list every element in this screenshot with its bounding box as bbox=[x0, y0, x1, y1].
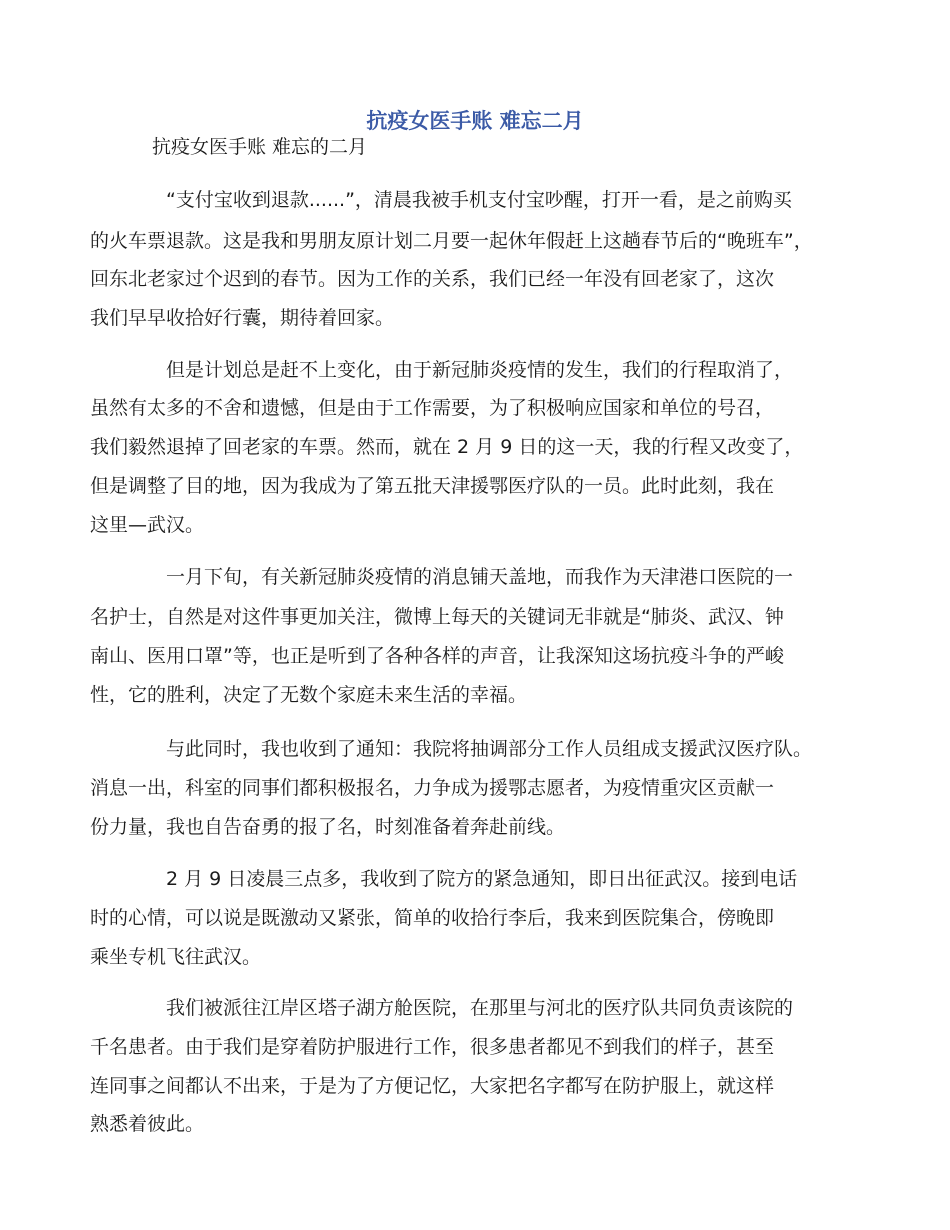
paragraph-6-line-2: 千名患者。由于我们是穿着防护服进行工作，很多患者都见不到我们的样子，甚至 bbox=[90, 1036, 775, 1058]
paragraph-2-line-3: 我们毅然退掉了回老家的车票。然而，就在 2 月 9 日的这一天，我的行程又改变了， bbox=[90, 436, 804, 458]
paragraph-2-line-2: 虽然有太多的不舍和遗憾，但是由于工作需要，为了积极响应国家和单位的号召， bbox=[90, 397, 775, 419]
paragraph-6-line-3: 连同事之间都认不出来，于是为了方便记忆，大家把名字都写在防护服上，就这样 bbox=[90, 1075, 775, 1097]
document-title: 抗疫女医手账 难忘二月 bbox=[366, 109, 584, 133]
paragraph-2-line-1: 但是计划总是赶不上变化，由于新冠肺炎疫情的发生，我们的行程取消了， bbox=[166, 359, 794, 381]
paragraph-4-line-2: 消息一出，科室的同事们都积极报名，力争成为援鄂志愿者，为疫情重灾区贡献一 bbox=[90, 777, 775, 799]
paragraph-1-line-4: 我们早早收拾好行囊，期待着回家。 bbox=[90, 307, 395, 329]
document-subtitle: 抗疫女医手账 难忘的二月 bbox=[152, 136, 368, 158]
paragraph-5-line-2: 时的心情，可以说是既激动又紧张，简单的收拾行李后，我来到医院集合，傍晚即 bbox=[90, 907, 775, 929]
paragraph-6-line-1: 我们被派往江岸区塔子湖方舱医院，在那里与河北的医疗队共同负责该院的 bbox=[166, 997, 794, 1019]
paragraph-6-line-4: 熟悉着彼此。 bbox=[90, 1113, 205, 1135]
paragraph-5-line-3: 乘坐专机飞往武汉。 bbox=[90, 946, 262, 968]
paragraph-4-line-1: 与此同时，我也收到了通知：我院将抽调部分工作人员组成支援武汉医疗队。 bbox=[166, 738, 813, 760]
paragraph-2-line-4: 但是调整了目的地，因为我成为了第五批天津援鄂医疗队的一员。此时此刻，我在 bbox=[90, 475, 775, 497]
paragraph-2-line-5: 这里—武汉。 bbox=[90, 514, 205, 536]
paragraph-3-line-2: 名护士，自然是对这件事更加关注，微博上每天的关键词无非就是“肺炎、武汉、钟 bbox=[90, 606, 784, 628]
paragraph-5-line-1: 2 月 9 日凌晨三点多，我收到了院方的紧急通知，即日出征武汉。接到电话 bbox=[166, 868, 798, 890]
paragraph-3-line-3: 南山、医用口罩”等，也正是听到了各种各样的声音，让我深知这场抗疫斗争的严峻 bbox=[90, 645, 784, 667]
paragraph-3-line-4: 性，它的胜利，决定了无数个家庭未来生活的幸福。 bbox=[90, 684, 528, 706]
paragraph-1-line-2: 的火车票退款。这是我和男朋友原计划二月要一起休年假赶上这趟春节后的“晚班车”， bbox=[90, 230, 813, 252]
paragraph-4-line-3: 份力量，我也自告奋勇的报了名，时刻准备着奔赴前线。 bbox=[90, 816, 566, 838]
paragraph-3-line-1: 一月下旬，有关新冠肺炎疫情的消息铺天盖地，而我作为天津港口医院的一 bbox=[166, 566, 794, 588]
paragraph-1-line-3: 回东北老家过个迟到的春节。因为工作的关系，我们已经一年没有回老家了，这次 bbox=[90, 268, 775, 290]
paragraph-1-line-1: “支付宝收到退款......”，清晨我被手机支付宝吵醒，打开一看，是之前购买 bbox=[166, 189, 792, 211]
